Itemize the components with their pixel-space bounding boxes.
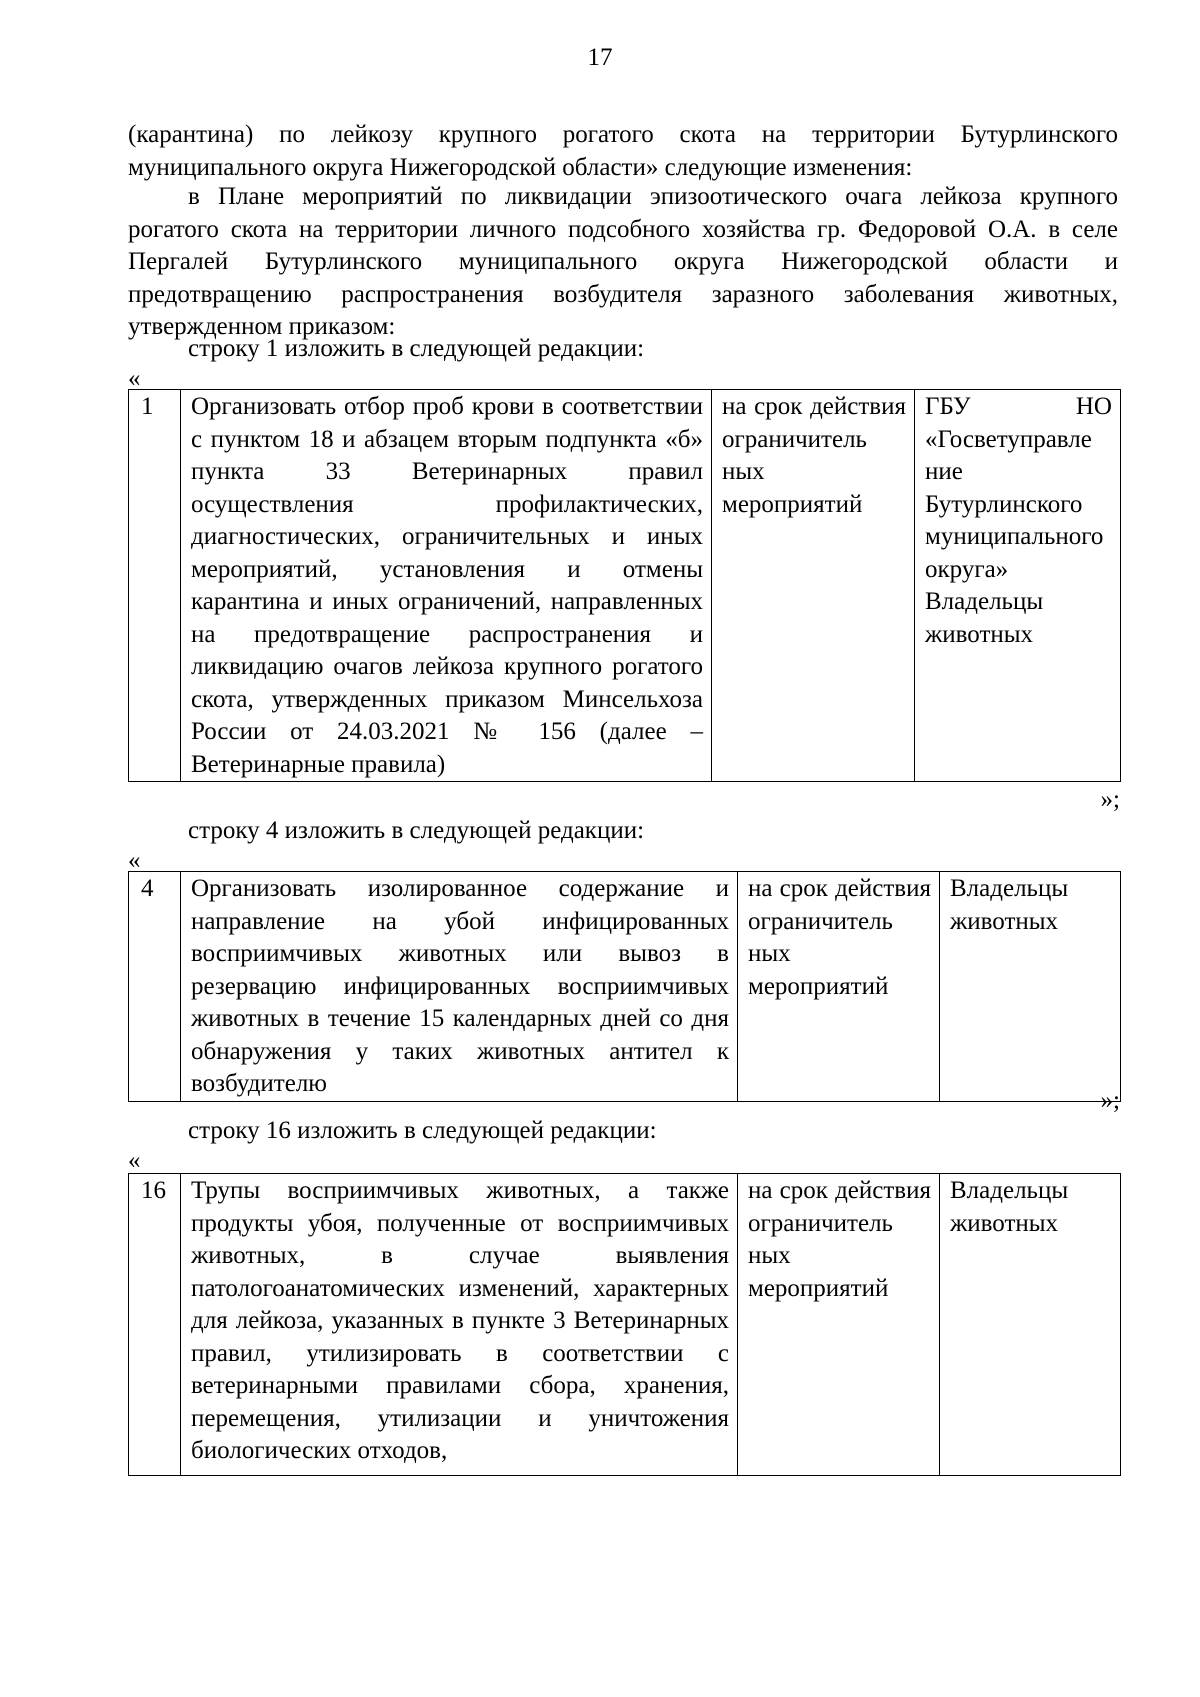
amendment-table-row-1: [128, 389, 1121, 782]
quote-close-4: »;: [1100, 1087, 1120, 1114]
row-action: Трупы восприимчивых животных, а также продукты убоя, полученные от восприимчивых животных, в случае выявления патологоанатомических изменений, характерных для лейкоза, указанных в пункте 3 Ветеринарных правил, утилизировать в соответствии с ветеринарными правилами сбора, хранения, перемещения, утилизации и уничтожения биологических отходов,: [181, 1174, 738, 1476]
table-row: [129, 390, 1121, 782]
amendment-table-row-4: [128, 871, 1121, 1102]
quote-open-4: «: [128, 847, 141, 874]
row-number: 4: [129, 872, 181, 1102]
row-action: Организовать изолированное содержание и направление на убой инфицированных восприимчивых животных или вывоз в резервацию инфицированных восприимчивых животных в течение 15 календарных дней со дня обнаружения у таких животных антител к возбудителю: [181, 872, 738, 1102]
row-term: на срок действия ограничитель ных мероприятий: [712, 390, 915, 782]
quote-close-1: »;: [1100, 786, 1120, 813]
row-responsible: Владельцы животных: [940, 872, 1121, 1102]
row-number: 16: [129, 1174, 181, 1476]
row-number: 1: [129, 390, 181, 782]
table-row: [129, 1174, 1121, 1476]
section-heading-1: строку 1 изложить в следующей редакции:: [188, 335, 645, 362]
section-heading-4: строку 4 изложить в следующей редакции:: [188, 817, 645, 844]
row-term: на срок действия ограничитель ных мероприятий: [738, 872, 940, 1102]
row-action: Организовать отбор проб крови в соответствии с пунктом 18 и абзацем вторым подпункта «б» пункта 33 Ветеринарных правил осуществления профилактических, диагностических, ограничительных и иных мероприятий, установления и отмены карантина и иных ограничений, направленных на предотвращение распространения и ликвидацию очагов лейкоза крупного рогатого скота, утвержденных приказом Минсельхоза России от 24.03.2021 № 156 (далее – Ветеринарные правила): [181, 390, 712, 782]
quote-open-1: «: [128, 365, 141, 392]
page-number: 17: [587, 44, 613, 71]
row-responsible: Владельцы животных: [940, 1174, 1121, 1476]
amendment-table-row-16: [128, 1173, 1121, 1476]
row-responsible: ГБУ НО «Госветуправле ние Бутурлинского муниципального округа» Владельцы животных: [915, 390, 1121, 782]
plan-paragraph: в Плане мероприятий по ликвидации эпизоотического очага лейкоза крупного рогатого скота на территории личного подсобного хозяйства гр. Федоровой О.А. в селе Пергалей Бутурлинского муниципального округа Нижегородской области и предотвращению распространения возбудителя заразного заболевания животных, утвержденном приказом:: [128, 183, 1118, 340]
table-row: [129, 872, 1121, 1102]
intro-paragraph: (карантина) по лейкозу крупного рогатого скота на территории Бутурлинского муниципального округа Нижегородской области» следующие изменения:: [128, 121, 1118, 181]
row-term: на срок действия ограничитель ных мероприятий: [738, 1174, 940, 1476]
section-heading-16: строку 16 изложить в следующей редакции:: [188, 1117, 657, 1144]
quote-open-16: «: [128, 1147, 141, 1174]
